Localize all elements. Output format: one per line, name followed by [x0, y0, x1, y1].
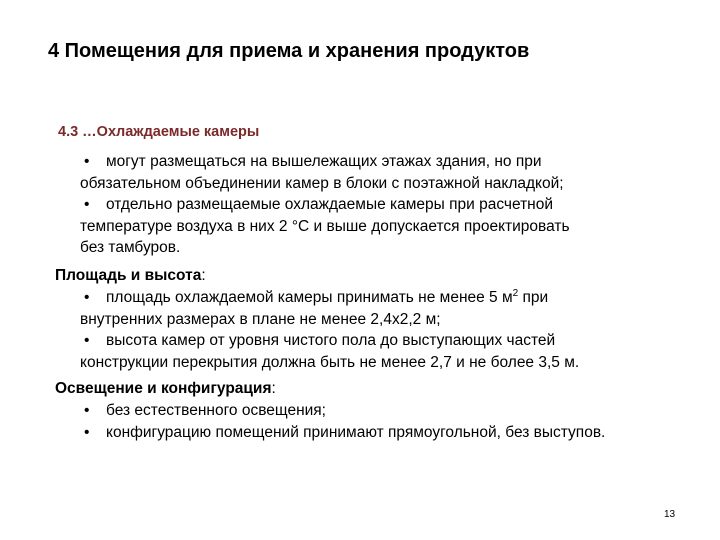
bullet: • — [84, 423, 90, 441]
section-2-heading — [55, 265, 206, 287]
bullet: • — [84, 332, 90, 349]
list-item-text: площадь охлаждаемой камеры принимать не менее 5 м — [106, 289, 513, 306]
section-subtitle: 4.3 …Охлаждаемые камеры — [58, 124, 260, 140]
list-item-text: внутренних размерах в плане не менее 2,4х2,2 м; — [80, 310, 441, 328]
section-heading-text: Площадь и высота — [55, 267, 202, 284]
bullet: • — [84, 402, 90, 419]
bullet: • — [84, 289, 90, 306]
section-2-list — [76, 287, 706, 373]
list-item — [76, 330, 706, 373]
list-item — [76, 194, 706, 259]
heading-colon: : — [271, 380, 276, 397]
section-heading-text: Освещение и конфигурация — [55, 380, 272, 397]
section-3-list — [76, 400, 706, 443]
list-item-text: обязательном объединении камер в блоки с поэтажной накладкой; — [80, 174, 564, 192]
section-1-list — [76, 151, 706, 259]
list-item-text: при — [518, 289, 549, 306]
list-item-text: отдельно размещаемые охлаждаемые камеры при расчетной — [106, 196, 554, 213]
page-number: 13 — [664, 509, 676, 520]
list-item — [76, 400, 706, 422]
list-item-text: высота камер от уровня чистого пола до выступающих частей — [106, 332, 556, 349]
list-item — [76, 422, 706, 444]
section-3-heading — [55, 378, 276, 400]
list-item-text: конфигурацию помещений принимают прямоугольной, без выступов. — [106, 423, 606, 441]
list-item-text: могут размещаться на вышележащих этажах здания, но при — [106, 153, 542, 170]
list-item-text: конструкции перекрытия должна быть не менее 2,7 и не более 3,5 м. — [80, 353, 580, 371]
list-item — [76, 287, 706, 330]
list-item-text: без естественного освещения; — [106, 402, 326, 419]
bullet: • — [84, 196, 90, 213]
list-item-text: без тамбуров. — [80, 239, 181, 256]
bullet: • — [84, 153, 90, 170]
list-item-text: температуре воздуха в них 2 °С и выше допускается проектировать — [80, 217, 570, 235]
superscript: 2 — [512, 288, 519, 299]
heading-colon: : — [201, 267, 206, 284]
slide-title: 4 Помещения для приема и хранения продуктов — [48, 40, 530, 62]
list-item — [76, 151, 706, 194]
